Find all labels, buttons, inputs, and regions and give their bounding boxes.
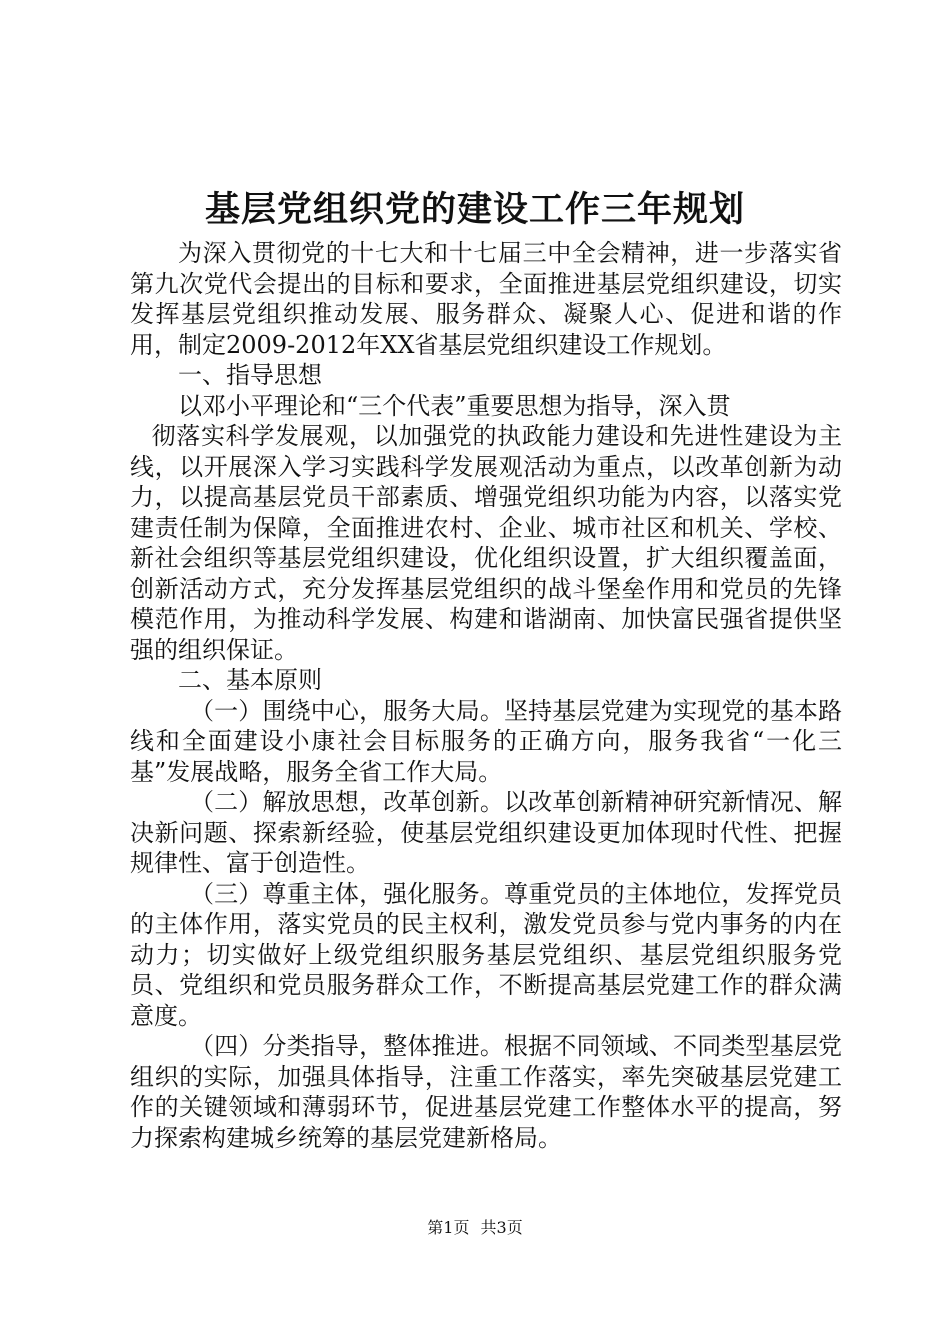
section-heading-basic-principles: 二、基本原则 (178, 666, 322, 694)
guiding-ideology-line: 以邓小平理论和“三个代表”重要思想为指导，深入贯 (178, 391, 731, 420)
document-body (130, 238, 842, 1153)
principle-paragraph-3: （三）尊重主体，强化服务。尊重党员的主体地位，发挥党员的主体作用，落实党员的民主权利，激发党员参与党内事务的内在动力；切实做好上级党组织服务基层党组织、基层党组织服务党员、党组织和党员服务群众工作，不断提高基层党建工作的群众满意度。 (130, 879, 842, 1030)
principle-paragraph-1: （一）围绕中心，服务大局。坚持基层党建为实现党的基本路线和全面建设小康社会目标服务的正确方向，服务我省“一化三基”发展战略，服务全省工作大局。 (130, 696, 842, 786)
document-title: 基层党组织党的建设工作三年规划 (204, 189, 745, 230)
principle-paragraph-2: （二）解放思想，改革创新。以改革创新精神研究新情况、解决新问题、探索新经验，使基层党组织建设更加体现时代性、把握规律性、富于创造性。 (130, 788, 842, 877)
page-footer (0, 1217, 950, 1239)
page-number: 第1页 (427, 1218, 470, 1237)
guiding-ideology-paragraph: 彻落实科学发展观，以加强党的执政能力建设和先进性建设为主线，以开展深入学习实践科学发展观活动为重点，以改革创新为动力，以提高基层党员干部素质、增强党组织功能为内容，以落实党建责任制为保障，全面推进农村、企业、城市社区和机关、学校、新社会组织等基层党组织建设，优化组织设置，扩大组织覆盖面，创新活动方式，充分发挥基层党组织的战斗堡垒作用和党员的先锋模范作用，为推动科学发展、构建和谐湖南、加快富民强省提供坚强的组织保证。 (130, 422, 842, 664)
section-heading-guiding-ideology: 一、指导思想 (178, 361, 322, 389)
principle-paragraph-4: （四）分类指导，整体推进。根据不同领域、不同类型基层党组织的实际，加强具体指导，注重工作落实，率先突破基层党建工作的关键领域和薄弱环节，促进基层党建工作整体水平的提高，努力探索构建城乡统筹的基层党建新格局。 (130, 1032, 842, 1152)
page-total: 共3页 (480, 1218, 523, 1237)
intro-paragraph: 为深入贯彻党的十七大和十七届三中全会精神，进一步落实省第九次党代会提出的目标和要求，全面推进基层党组织建设，切实发挥基层党组织推动发展、服务群众、凝聚人心、促进和谐的作用，制定2009-2012年XX省基层党组织建设工作规划。 (130, 239, 842, 359)
